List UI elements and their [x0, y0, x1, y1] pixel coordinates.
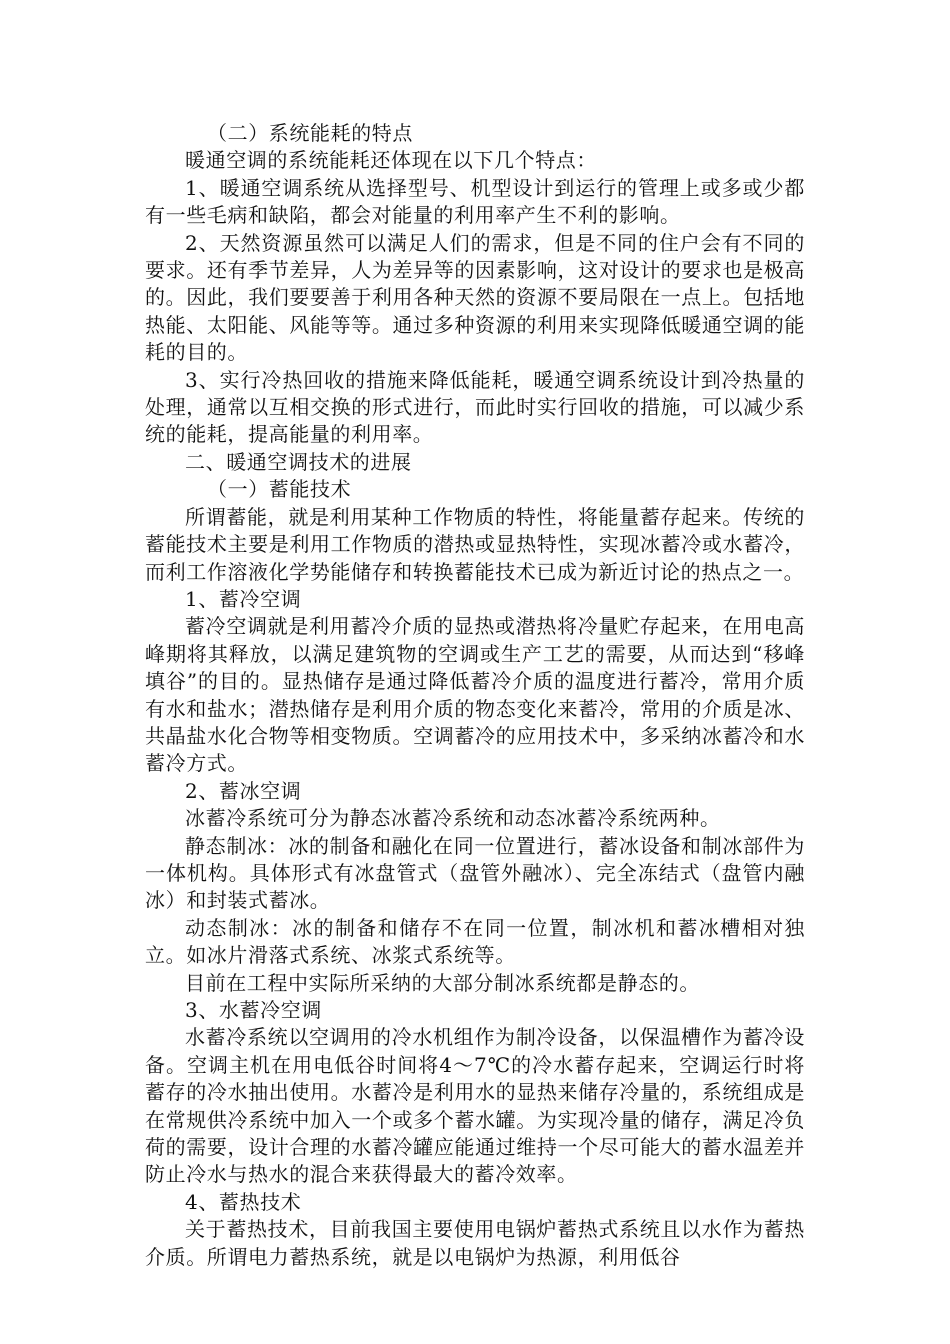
paragraph-ice-systems-current: 目前在工程中实际所采纳的大部分制冰系统都是静态的。 [185, 970, 700, 995]
subsection-heading-energy-storage: （一）蓄能技术 [207, 477, 352, 502]
paragraph-ice-storage-types: 冰蓄冷系统可分为静态冰蓄冷系统和动态冰蓄冷系统两种。 [185, 806, 721, 831]
paragraph-point-3: 3、实行冷热回收的措施来降低能耗，暖通空调系统设计到冷热量的处理，通常以互相交换的形式进行，而此时实行回收的措施，可以减少系统的能耗，提高能量的利用率。 [145, 367, 805, 447]
paragraph-cold-storage-ac: 蓄冷空调就是利用蓄冷介质的显热或潜热将冷量贮存起来，在用电高峰期将其释放，以满足建筑物的空调或生产工艺的需要，从而达到“移峰填谷”的目的。显热储存是通过降低蓄冷介质的温度进行蓄冷，常用介质有水和盐水；潜热储存是利用介质的物态变化来蓄冷，常用的介质是冰、共晶盐水化合物等相变物质。空调蓄冷的应用技术中，多采纳冰蓄冷和水蓄冷方式。 [145, 614, 805, 776]
paragraph-point-1: 1、暖通空调系统从选择型号、机型设计到运行的管理上或多或少都有一些毛病和缺陷，都会对能量的利用率产生不利的影响。 [145, 175, 805, 228]
item-heading-cold-storage-ac: 1、蓄冷空调 [185, 586, 302, 611]
item-heading-water-storage-ac: 3、水蓄冷空调 [185, 998, 322, 1022]
paragraph-energy-storage-definition: 所谓蓄能，就是利用某种工作物质的特性，将能量蓄存起来。传统的蓄能技术主要是利用工作物质的潜热或显热特性，实现冰蓄冷或水蓄冷，而利工作溶液化学势能储存和转换蓄能技术已成为新近讨论的热点之一。 [145, 504, 805, 584]
document-body [145, 120, 805, 1271]
paragraph-heat-storage: 关于蓄热技术，目前我国主要使用电锅炉蓄热式系统且以水作为蓄热介质。所谓电力蓄热系统，就是以电锅炉为热源，利用低谷 [145, 1217, 805, 1269]
paragraph-static-ice: 静态制冰：冰的制备和融化在同一位置进行，蓄冰设备和制冰部件为一体机构。具体形式有冰盘管式（盘管外融冰）、完全冻结式（盘管内融冰）和封装式蓄冰。 [145, 833, 805, 913]
paragraph-water-storage-ac: 水蓄冷系统以空调用的冷水机组作为制冷设备，以保温槽作为蓄冷设备。空调主机在用电低谷时间将4～7℃的冷水蓄存起来，空调运行时将蓄存的冷水抽出使用。水蓄冷是利用水的显热来储存冷量的，系统组成是在常规供冷系统中加入一个或多个蓄水罐。为实现冷量的储存，满足冷负荷的需要，设计合理的水蓄冷罐应能通过维持一个尽可能大的蓄水温差并防止冷水与热水的混合来获得最大的蓄冷效率。 [145, 1025, 805, 1187]
paragraph-point-2: 2、天然资源虽然可以满足人们的需求，但是不同的住户会有不同的要求。还有季节差异，人为差异等的因素影响，这对设计的要求也是极高的。因此，我们要要善于利用各种天然的资源不要局限在一点上。包括地热能、太阳能、风能等等。通过多种资源的利用来实现降低暖通空调的能耗的目的。 [145, 230, 805, 365]
item-heading-ice-storage-ac: 2、蓄冰空调 [185, 778, 302, 803]
paragraph-dynamic-ice: 动态制冰：冰的制备和储存不在同一位置，制冰机和蓄冰槽相对独立。如冰片滑落式系统、冰浆式系统等。 [145, 915, 805, 968]
section-heading-technology-progress: 二、暖通空调技术的进展 [185, 449, 412, 474]
paragraph-intro-characteristics: 暖通空调的系统能耗还体现在以下几个特点： [185, 148, 597, 173]
subsection-heading-energy-characteristics: （二）系统能耗的特点 [207, 121, 413, 145]
item-heading-heat-storage: 4、蓄热技术 [185, 1189, 302, 1214]
